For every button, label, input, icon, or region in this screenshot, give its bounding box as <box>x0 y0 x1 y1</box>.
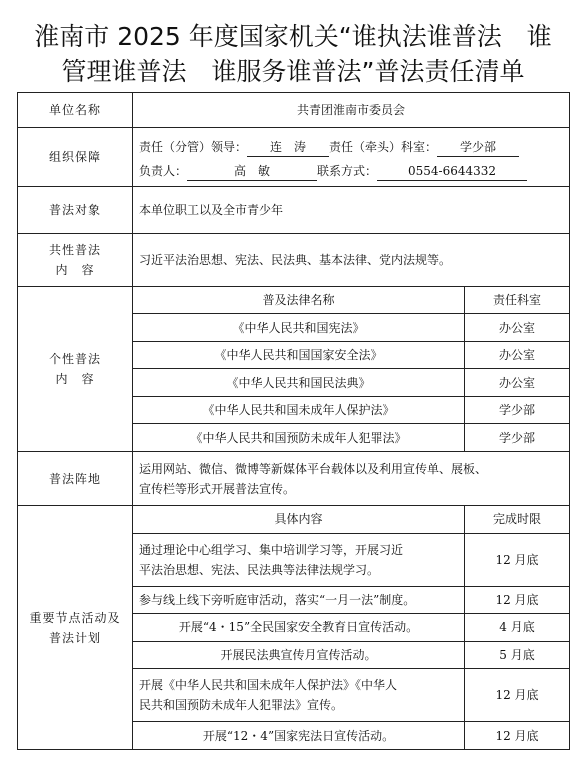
position-label: 普法阵地 <box>18 451 133 505</box>
dept-header: 责任科室 <box>465 286 570 314</box>
plan-label-line-1: 重要节点活动及 <box>29 610 121 625</box>
plan-content: 开展“4・15”全民国家安全教育日宣传活动。 <box>133 614 465 642</box>
common-label-line-2: 内 容 <box>55 262 95 277</box>
person-label: 负责人： <box>139 163 188 178</box>
person-value: 高 敏 <box>187 162 317 181</box>
target-value: 本单位职工以及全市青少年 <box>133 186 570 233</box>
law-dept: 学少部 <box>465 424 570 452</box>
leader-label: 责任（分管）领导： <box>139 139 248 154</box>
plan-time: 12 月底 <box>465 586 570 614</box>
plan-content <box>133 533 465 586</box>
common-label <box>18 233 133 286</box>
plan-content: 开展“12・4”国家宪法日宣传活动。 <box>133 722 465 750</box>
plan-label-line-2: 普法计划 <box>48 630 101 645</box>
document-title-line-2: 管理谁普法 谁服务谁普法”普法责任清单 <box>61 57 525 86</box>
individual-header-row <box>18 286 570 314</box>
dept-label: 责任（牵头）科室： <box>329 139 438 154</box>
law-name: 《中华人民共和国国家安全法》 <box>133 341 465 369</box>
law-dept: 办公室 <box>465 369 570 397</box>
org-line-2 <box>139 157 565 181</box>
position-value-line-1: 运用网站、微信、微博等新媒体平台载体以及利用宣传单、展板、 <box>139 461 488 476</box>
common-value: 习近平法治思想、宪法、民法典、基本法律、党内法规等。 <box>133 233 570 286</box>
law-name: 《中华人民共和国预防未成年人犯罪法》 <box>133 424 465 452</box>
law-name-header: 普及法律名称 <box>133 286 465 314</box>
plan-time: 4 月底 <box>465 614 570 642</box>
plan-content-header: 具体内容 <box>133 506 465 534</box>
individual-label-line-2: 内 容 <box>55 371 95 386</box>
contact-value: 0554-6644332 <box>377 162 527 181</box>
plan-content: 开展民法典宣传月宣传活动。 <box>133 641 465 669</box>
plan-content-line-1: 开展《中华人民共和国未成年人保护法》《中华人 <box>139 678 398 693</box>
plan-content-line-2: 民共和国预防未成年人犯罪法》宣传。 <box>139 698 344 713</box>
position-row <box>18 451 570 505</box>
plan-label <box>18 506 133 750</box>
org-row <box>18 127 570 186</box>
individual-label-line-1: 个性普法 <box>48 351 101 366</box>
law-dept: 办公室 <box>465 341 570 369</box>
position-value-line-2: 宣传栏等形式开展普法宣传。 <box>139 481 296 496</box>
plan-time: 12 月底 <box>465 722 570 750</box>
dept-value: 学少部 <box>437 138 519 157</box>
plan-time: 5 月底 <box>465 641 570 669</box>
document-title-line-1: 淮南市 2025 年度国家机关“谁执法谁普法 谁 <box>34 22 552 51</box>
plan-time: 12 月底 <box>465 669 570 722</box>
law-name: 《中华人民共和国未成年人保护法》 <box>133 396 465 424</box>
leader-value: 连 涛 <box>247 138 329 157</box>
plan-time: 12 月底 <box>465 533 570 586</box>
org-label: 组织保障 <box>18 127 133 186</box>
position-value <box>133 451 570 505</box>
unit-value: 共青团淮南市委员会 <box>133 93 570 128</box>
plan-content-line-1: 通过理论中心组学习、集中培训学习等，开展习近 <box>139 542 404 557</box>
law-dept: 办公室 <box>465 314 570 342</box>
plan-content-line-2: 平法治思想、宪法、民法典等法律法规学习。 <box>139 562 380 577</box>
org-line-1 <box>139 133 565 157</box>
law-dept: 学少部 <box>465 396 570 424</box>
law-name: 《中华人民共和国民法典》 <box>133 369 465 397</box>
target-label: 普法对象 <box>18 186 133 233</box>
plan-content: 参与线上线下旁听庭审活动，落实“一月一法”制度。 <box>133 586 465 614</box>
individual-label <box>18 286 133 451</box>
common-row <box>18 233 570 286</box>
responsibility-table <box>17 92 570 750</box>
plan-content <box>133 669 465 722</box>
unit-row <box>18 93 570 128</box>
target-row <box>18 186 570 233</box>
law-name: 《中华人民共和国宪法》 <box>133 314 465 342</box>
org-details <box>133 127 570 186</box>
common-label-line-1: 共性普法 <box>48 242 101 257</box>
plan-header-row <box>18 506 570 534</box>
unit-label: 单位名称 <box>18 93 133 128</box>
contact-label: 联系方式： <box>317 163 378 178</box>
plan-time-header: 完成时限 <box>465 506 570 534</box>
